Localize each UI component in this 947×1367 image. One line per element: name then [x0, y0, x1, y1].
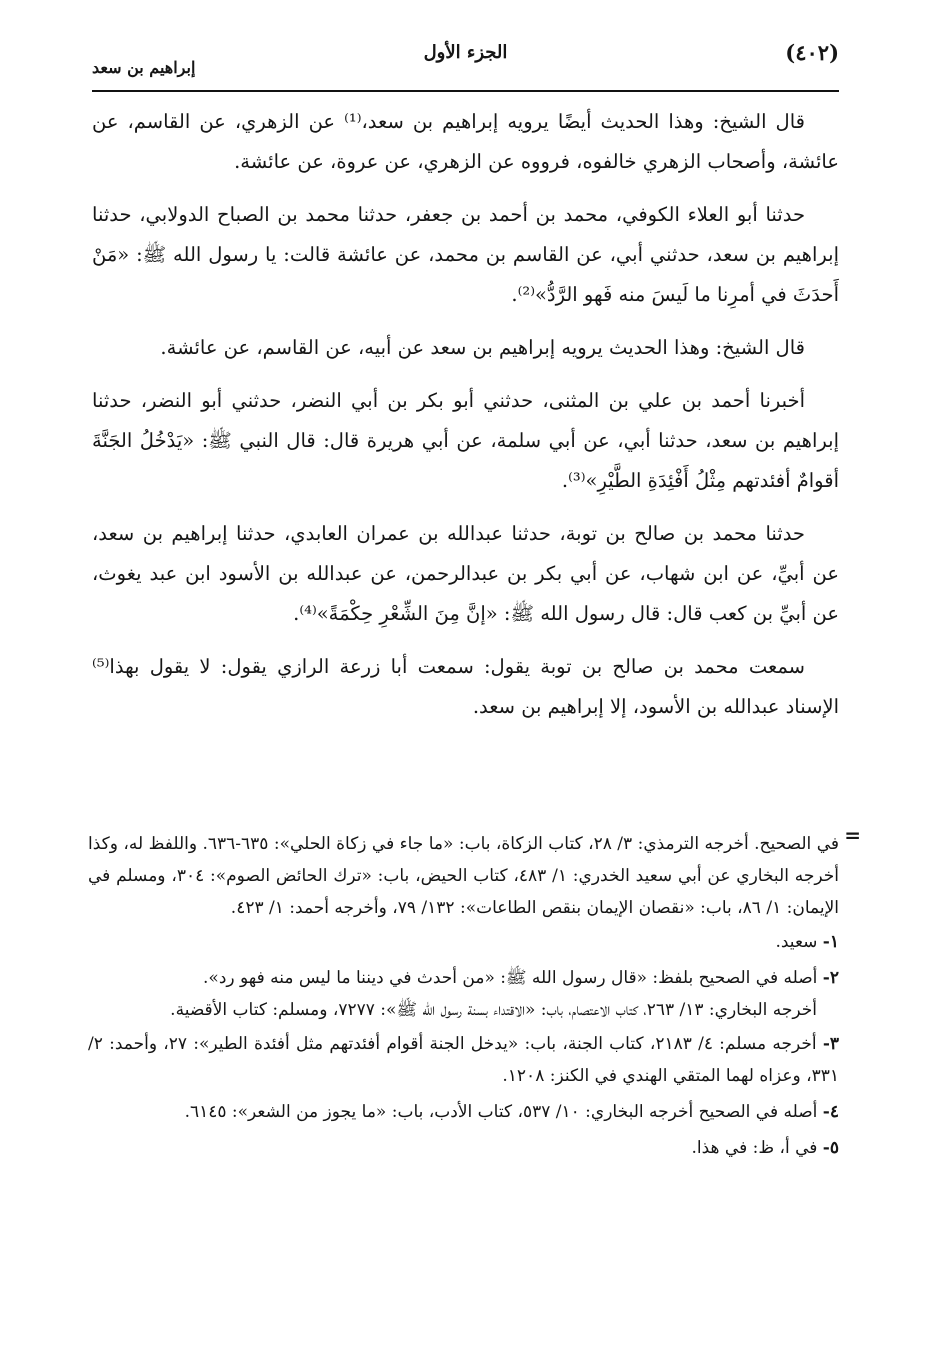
footnote-number: ٤- — [822, 1102, 839, 1122]
page-number: (٤٠٢) — [785, 40, 839, 65]
main-text — [92, 102, 839, 740]
footnote-text: أخرجه مسلم: ٤/ ٢١٨٣، كتاب الجنة، باب: «يدخل الجنة أقوام أفئدتهم مثل أفئدة الطير»: ٢٧، وأحمد: ٢/ ٣٣١، وعزاه لهما المتقي الهندي في الكنز: ١٢٠٨. — [88, 1034, 839, 1086]
footnotes — [88, 828, 839, 1168]
footnote-text: في أ، ظ: في هذا. — [691, 1138, 818, 1158]
part-title: الجزء الأول — [423, 42, 508, 63]
paragraph: سمعت محمد بن صالح بن توبة يقول: سمعت أبا زرعة الرازي يقول: لا يقول بهذا⁽⁵⁾ الإسناد عبدالله بن الأسود، إلا إبراهيم بن سعد. — [92, 655, 839, 718]
running-title: إبراهيم بن سعد — [92, 58, 196, 77]
paragraph: حدثنا محمد بن صالح بن توبة، حدثنا عبدالله بن عمران العابدي، حدثنا إبراهيم بن سعد، عن أبيِّ، عن ابن شهاب، عن أبي بكر بن عبدالرحمن، عن عبدالله بن الأسود ابن عبد يغوث، عن أبيِّ بن كعب قال: قال رسول الله ﷺ: «إنَّ مِنَ الشِّعْرِ حِكْمَةً»⁽⁴⁾. — [92, 522, 839, 625]
footnote-number: ٢- — [822, 968, 839, 988]
footnote-text: أصله في الصحيح أخرجه البخاري: ١٠/ ٥٣٧، كتاب الأدب، باب: «ما يجوز من الشعر»: ٦١٤٥. — [184, 1102, 818, 1122]
footnote-text: سعيد. — [775, 932, 818, 952]
footnote-number: ٥- — [822, 1138, 839, 1158]
header-rule — [92, 90, 839, 92]
footnote — [88, 926, 839, 958]
paragraph: قال الشيخ: وهذا الحديث أيضًا يرويه إبراهيم بن سعد،⁽¹⁾ عن الزهري، عن القاسم، عن عائشة، وأصحاب الزهري خالفوه، فرووه عن الزهري، عن عروة، عن عائشة. — [92, 110, 839, 173]
footnote — [88, 1096, 839, 1128]
footnote-continuation: في الصحيح. أخرجه الترمذي: ٣/ ٢٨، كتاب الزكاة، باب: «ما جاء في زكاة الحلي»: ٦٣٥-٦٣٦. واللفظ له، وكذا أخرجه البخاري عن أبي سعيد الخدري: ١/ ٤٨٣، كتاب الحيض، باب: «ترك الحائض الصوم»: ٣٠٤، ومسلم في الإيمان: ١/ ٨٦، باب: «نقصان الإيمان بنقص الطاعات»: ١٣٢/ ٧٩، وأخرجه أحمد: ١/ ٤٢٣. — [88, 834, 839, 918]
footnote — [88, 962, 839, 994]
paragraph: أخبرنا أحمد بن علي بن المثنى، حدثني أبو بكر بن أبي النضر، حدثني أبو النضر، حدثنا إبراهيم بن سعد، حدثنا أبي، عن أبي سلمة، عن أبي هريرة قال: قال النبي ﷺ: «يَدْخُلُ الجَنَّةَ أقوامٌ أفئدتهم مِثْلُ أَفْئِدَةِ الطَّيْرِ»⁽³⁾. — [92, 389, 839, 492]
page-header — [92, 38, 839, 94]
paragraph: حدثنا أبو العلاء الكوفي، محمد بن أحمد بن جعفر، حدثنا محمد بن الصباح الدولابي، حدثنا إبراهيم بن سعد، حدثني أبي، عن القاسم بن محمد، عن عائشة قالت: يا رسول الله ﷺ: «مَنْ أَحدَثَ في أمرِنا ما لَيسَ منه فَهو الرَّدُّ»⁽²⁾. — [92, 203, 839, 306]
footnote — [88, 1028, 839, 1092]
paragraph: قال الشيخ: وهذا الحديث يرويه إبراهيم بن سعد عن أبيه، عن القاسم، عن عائشة. — [160, 336, 805, 359]
footnote-number: ٣- — [822, 1034, 840, 1054]
footnote-number: ١- — [822, 932, 839, 952]
footnote-subtext: أخرجه البخاري: ١٣/ ٢٦٣، كتاب الاعتصام، باب: «الاقتداء بسنة رسول الله ﷺ»: ٧٢٧٧، ومسلم: كتاب الأقضية. — [170, 1000, 817, 1020]
continuation-mark: = — [844, 823, 861, 847]
footnote — [88, 1132, 839, 1164]
footnote-text: أصله في الصحيح بلفظ: «قال رسول الله ﷺ: «من أحدث في ديننا ما ليس منه فهو رد». — [203, 968, 818, 988]
